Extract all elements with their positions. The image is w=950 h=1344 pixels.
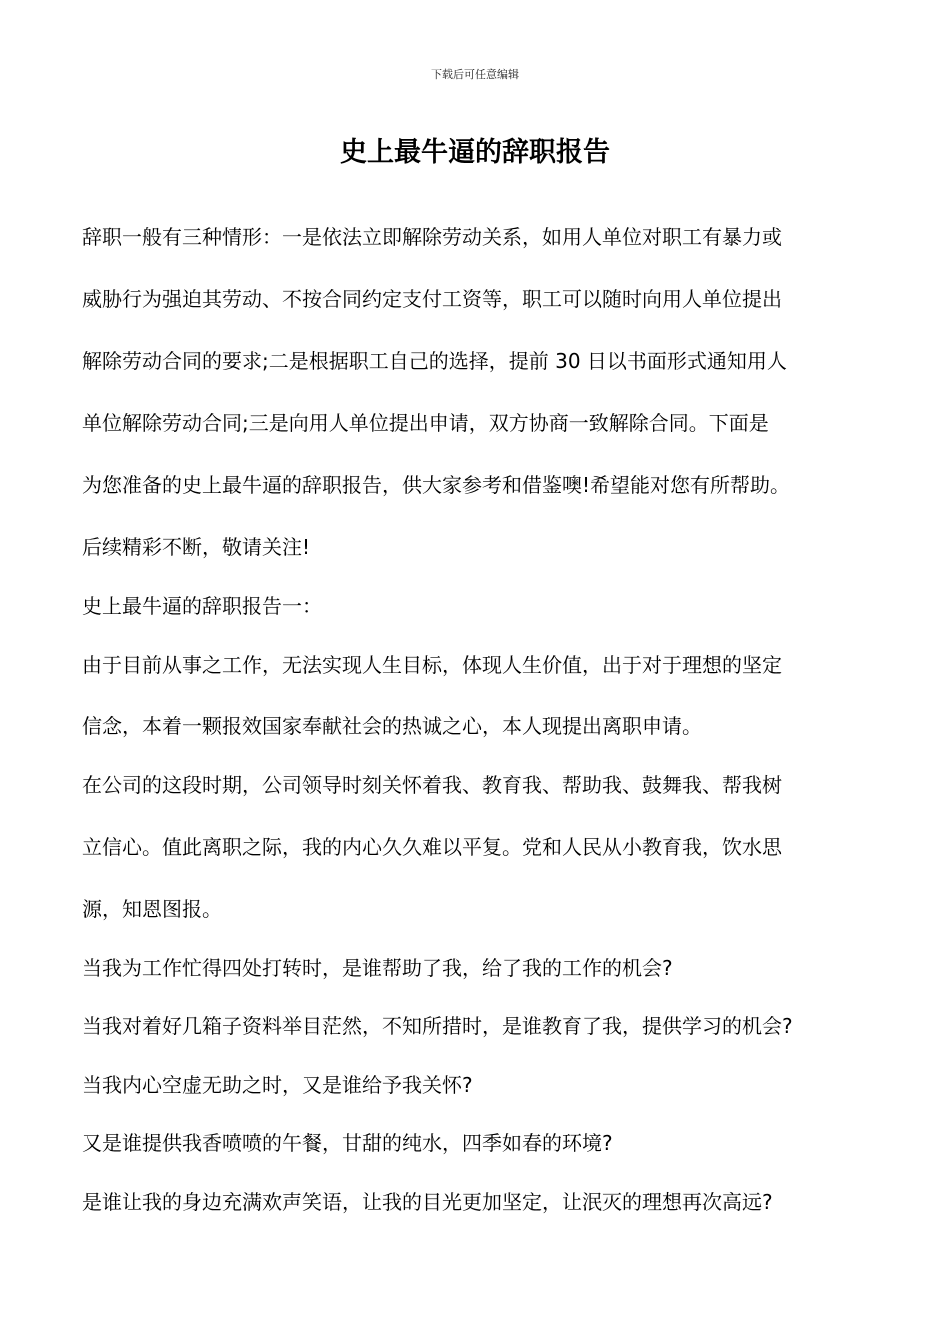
body-line: 信念，本着一颗报效国家奉献社会的热诚之心，本人现提出离职申请。 xyxy=(82,714,702,738)
body-line: 后续精彩不断，敬请关注! xyxy=(82,535,311,559)
body-line: 立信心。值此离职之际，我的内心久久难以平复。党和人民从小教育我，饮水思 xyxy=(82,835,782,859)
body-line: 解除劳动合同的要求;二是根据职工自己的选择，提前 30 日以书面形式通知用人 xyxy=(82,349,787,373)
body-line: 为您准备的史上最牛逼的辞职报告，供大家参考和借鉴噢!希望能对您有所帮助。 xyxy=(82,473,791,497)
body-line: 威胁行为强迫其劳动、不按合同约定支付工资等，职工可以随时向用人单位提出 xyxy=(82,287,782,311)
body-line: 当我对着好几箱子资料举目茫然，不知所措时，是谁教育了我，提供学习的机会? xyxy=(82,1014,793,1038)
section-heading: 史上最牛逼的辞职报告一： xyxy=(82,594,322,618)
body-line: 辞职一般有三种情形：一是依法立即解除劳动关系，如用人单位对职工有暴力或 xyxy=(82,225,782,249)
body-line: 在公司的这段时期，公司领导时刻关怀着我、教育我、帮助我、鼓舞我、帮我树 xyxy=(82,773,782,797)
body-line: 又是谁提供我香喷喷的午餐，甘甜的纯水，四季如春的环境? xyxy=(82,1131,613,1155)
body-line: 源，知恩图报。 xyxy=(82,897,222,921)
body-line: 是谁让我的身边充满欢声笑语，让我的目光更加坚定，让泯灭的理想再次高远? xyxy=(82,1190,773,1214)
document-title: 史上最牛逼的辞职报告 xyxy=(340,137,610,168)
body-line: 单位解除劳动合同;三是向用人单位提出申请，双方协商一致解除合同。下面是 xyxy=(82,411,769,435)
header-note: 下载后可任意编辑 xyxy=(431,68,519,81)
body-line: 当我内心空虚无助之时，又是谁给予我关怀? xyxy=(82,1073,473,1097)
body-line: 当我为工作忙得四处打转时，是谁帮助了我，给了我的工作的机会? xyxy=(82,956,673,980)
body-line: 由于目前从事之工作，无法实现人生目标，体现人生价值，出于对于理想的坚定 xyxy=(82,653,782,677)
